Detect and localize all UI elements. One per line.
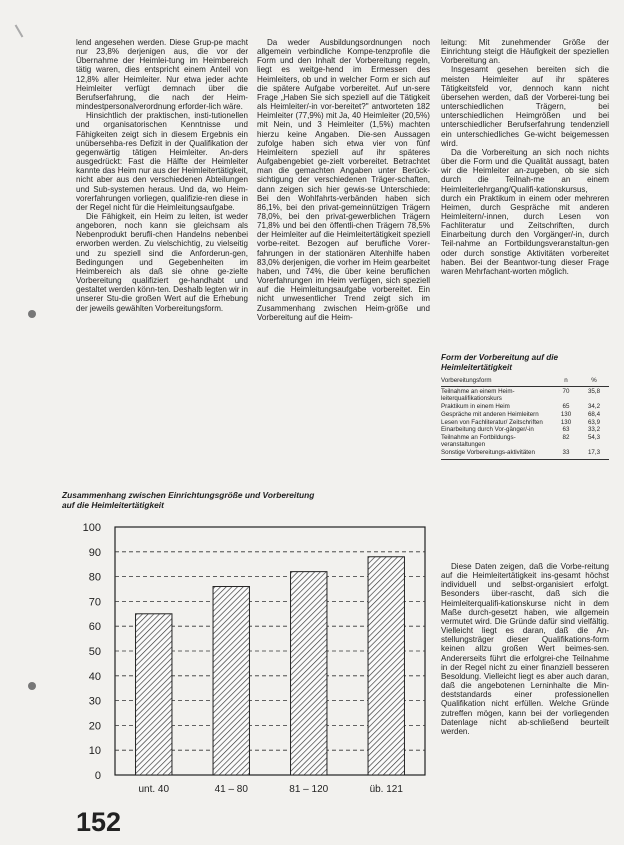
table-cell: 63,9 — [587, 418, 601, 426]
table-cell: 130 — [560, 418, 572, 426]
y-tick-label: 100 — [82, 522, 101, 534]
table-cell: Sonstige Vorbereitungs-aktivitäten — [441, 449, 535, 457]
y-tick-label: 80 — [88, 571, 101, 584]
paragraph: leitung: Mit zunehmender Größe der Einrichtung steigt die Häufigkeit der speziellen Vorbereitung an. — [441, 38, 609, 66]
y-tick-label: 10 — [88, 745, 101, 758]
bar — [136, 614, 172, 775]
table-row — [441, 435, 609, 449]
table-cell: 63 — [562, 426, 570, 434]
paragraph: lend angesehen werden. Diese Grup-pe macht nur 23,8% derjenigen aus, die vor der Übernahme der Heimlei-tung im Heimbereich tätig waren, dies entspricht einem Anteil von 12,8% aller Heimleiter. Nur etwa jeder achte Heimleiter verfügt demnach über die Berufserfahrung, die nach der Heim-mindestpersonalverordnung erforder-lich wäre. — [76, 38, 248, 112]
table-cell: 33,2 — [587, 426, 601, 434]
table-row — [441, 420, 609, 427]
table-cell: 70 — [562, 387, 570, 395]
text-column-2 — [257, 38, 430, 322]
table-cell: Gespräche mit anderen Heimleitern — [441, 410, 539, 418]
table-cell: 54,3 — [587, 434, 601, 442]
y-tick-label: 40 — [88, 670, 101, 683]
page-number: 152 — [76, 807, 122, 837]
table-cell: 34,2 — [587, 402, 601, 410]
table-header-cell: Vorbereitungsform — [441, 377, 492, 384]
y-tick-label: 70 — [88, 596, 101, 609]
bar-chart — [60, 515, 440, 805]
paragraph: Da die Vorbereitung an sich noch nichts über die Form und die Qualität aussagt, baten wir die Heimleiter an-zugeben, ob sie sich durch die Teilnah-me an einem Heimleiterlehrgang/Qualifi-kationskursus, durch ein Praktikum in einem oder mehreren Heimen, durch Gespräche mit anderen Heimleitern/-innen, durch Lesen von Fachliteratur und Zeitschriften, durch Einarbeitung durch den Vorgänger/-in, durch Teil-nahme an Fortbildungsveranstaltun-gen oder durch sonstige Aktivitäten vorbereitet haben. Bei der Beantwor-tung dieser Frage waren Mehrfachant-worten möglich. — [441, 147, 609, 276]
table-rule — [441, 459, 609, 460]
table-cell: Lesen von Fachliteratur/ Zeitschriften — [441, 418, 543, 426]
table-row — [441, 404, 609, 411]
scan-mark — [15, 24, 24, 37]
y-tick-label: 30 — [88, 695, 101, 708]
table-title: Form der Vorbereitung auf die Heimleitertätigkeit — [441, 353, 559, 372]
x-tick-label: unt. 40 — [138, 784, 170, 795]
table-row — [441, 389, 609, 403]
table-cell: Einarbeitung durch Vor-gänger/-in — [441, 426, 534, 434]
text-column-1 — [76, 38, 248, 313]
preparation-table — [441, 378, 609, 460]
y-tick-label: 50 — [88, 646, 101, 658]
table-cell: 82 — [562, 434, 570, 442]
binder-hole — [28, 310, 36, 318]
binder-hole — [28, 682, 36, 690]
table-header-cell: % — [591, 377, 597, 384]
bar — [291, 572, 327, 775]
table-cell: Teilnahme an Fortbildungs-veranstaltungen — [441, 434, 516, 449]
paragraph: Diese Daten zeigen, daß die Vorbe-reitung auf die Heimleitertätigkeit ins-gesamt höchst individuell und selbst-organisiert erfolgt. Besonders über-rascht, daß sich die Heimleiterqualifi-kationskurse nicht in dem Maße durch-gesetzt haben, wie allgemein vermutet wird. Die Gründe dafür sind vielfältig. Vielleicht liegt es daran, daß die An-stellungsträger dieser Qualifikations-form keinen allzu großen Wert beimes-sen. Andererseits führt die erfolgrei-che Teilnahme in der Regel nicht zu einer finanziell besseren Besoldung. Vielleicht liegt es aber auch daran, daß die angebotenen Lerninhalte die Min-deststandards einer professionellen Qualifikation nicht erfüllen. Welche Gründe zutreffen mögen, kann bei der vorliegenden Datenlage nicht ab-schließend beurteilt werden. — [441, 562, 609, 736]
x-tick-label: 41 – 80 — [214, 784, 248, 795]
text-column-3-lower — [441, 562, 609, 736]
table-cell: 65 — [562, 402, 570, 410]
y-tick-label: 90 — [88, 546, 101, 559]
x-tick-label: üb. 121 — [369, 784, 403, 795]
bar — [213, 587, 249, 775]
text-column-3 — [441, 38, 609, 276]
table-cell: 130 — [560, 410, 572, 418]
paragraph: Da weder Ausbildungsordnungen noch allgemein verbindliche Kompe-tenzprofile die Form und den Inhalt der Vorbereitung regeln, liegt es weitge-hend im Ermessen des Heimleiters, ob und in welcher Form er sich auf die spätere Aufgabe vorbereitet. Auf un-sere Frage „Haben Sie sich speziell auf die Tätigkeit als Heimleiter/-in vor-bereitet?" antworteten 182 Heimleiter (77,9%) mit Ja, 40 Heimleiter (20,5%) mit Nein, und 3 Heimleiter (1,5%) machten hierzu keine Angaben. Die-sen Aussagen zufolge haben sich etwa vier von fünf Heimleitern speziell auf ihr späteres Aufgabengebiet ge-zielt vorbereitet. Betrachtet man die gemachten Angaben unter Berück-sichtigung der verschiedenen Träger-schaften, dann zeigen sich hier gewis-se Unterschiede: Bei den Wohlfahrts-verbänden haben sich 86,1%, bei den privat-gemeinnützigen Trägern 78,0%, bei den privat-gewerblichen Trägern 71,8% und bei den öffentli-chen Trägern 78,5% der Heimleiter auf die Heimleitertätigkeit speziell vorbe-reitet. Bezogen auf berufliche Vorer-fahrungen in der stationären Altenhilfe haben 83,0% derjenigen, die vorher im Heim gearbeitet haben, und 74%, die über keine beruflichen Vorerfahrungen im Heim verfügen, sich speziell auf die Heimleitungsaufgabe vorbereitet. Ein nicht unwesentlicher Trend zeigt sich im Zusammenhang zwischen Heim-größe und Vorbereitung auf die Heim- — [257, 38, 430, 322]
paragraph: Hinsichtlich der praktischen, insti-tutionellen und organisatorischen Kenntnisse und Fähigkeiten zeigt sich in diesem Ergebnis ein unübersehba-res Defizit in der Qualifikation der gegenwärtig tätigen Heimleiter. An-ders ausgedrückt: Fast die Hälfte der Heimleiter kannte das Heim nur aus der Heimleitertätigkeit, nicht aber aus den verschiedenen Abteilungen und Sub-systemen heraus. Und da, wo Heim-vorerfahrungen vorliegen, qualifizie-ren diese in der Regel nicht für die Heimleitungsaufgabe. — [76, 111, 248, 212]
table-header-cell: n — [564, 377, 568, 384]
table-row — [441, 450, 609, 457]
table-row — [441, 427, 609, 434]
x-tick-label: 81 – 120 — [289, 784, 329, 795]
chart-title: Zusammenhang zwischen Einrichtungsgröße und Vorbereitung auf die Heimleitertätigkeit — [62, 490, 315, 510]
paragraph: Die Fähigkeit, ein Heim zu leiten, ist weder angeboren, noch kann sie gleichsam als Nebenprodukt berufli-chen Handelns nebenbei erworben werden. Zu vielschichtig, zu vielseitig und zu speziell sind die Anforderun-gen, Bedingungen und Gegebenheiten im Heimbereich als daß sie ohne ge-zielte Vorbereitung qualifiziert ge-handhabt und gestaltet werden könn-ten. Deshalb legten wir in unserer Stu-die großen Wert auf die Erhebung der jeweils gewählten Vorbereitungsform. — [76, 211, 248, 313]
table-cell: Teilnahme an einem Heim-leiterqualifikationskurs — [441, 387, 515, 402]
y-tick-label: 60 — [88, 621, 101, 634]
bar — [368, 557, 404, 775]
paragraph: Insgesamt gesehen bereiten sich die meisten Heimleiter auf ihr späteres Tätigkeitsfeld vor, dennoch kann nicht übersehen werden, daß der Vorberei-tung bei unterschiedlichen Trägern, bei unterschiedlichen Heimgrößen und bei unterschiedlicher Berufserfahrung tendenziell ein unterschiedliches Ge-wicht beigemessen wird. — [441, 65, 609, 148]
table-cell: 17,3 — [587, 449, 601, 457]
table-cell: 68,4 — [587, 410, 601, 418]
table-cell: 33 — [562, 449, 570, 457]
table-header — [441, 378, 609, 387]
table-cell: Praktikum in einem Heim — [441, 402, 510, 410]
table-row — [441, 412, 609, 419]
y-tick-label: 20 — [88, 720, 101, 733]
y-tick-label: 0 — [94, 770, 101, 782]
table-cell: 35,8 — [587, 387, 601, 395]
